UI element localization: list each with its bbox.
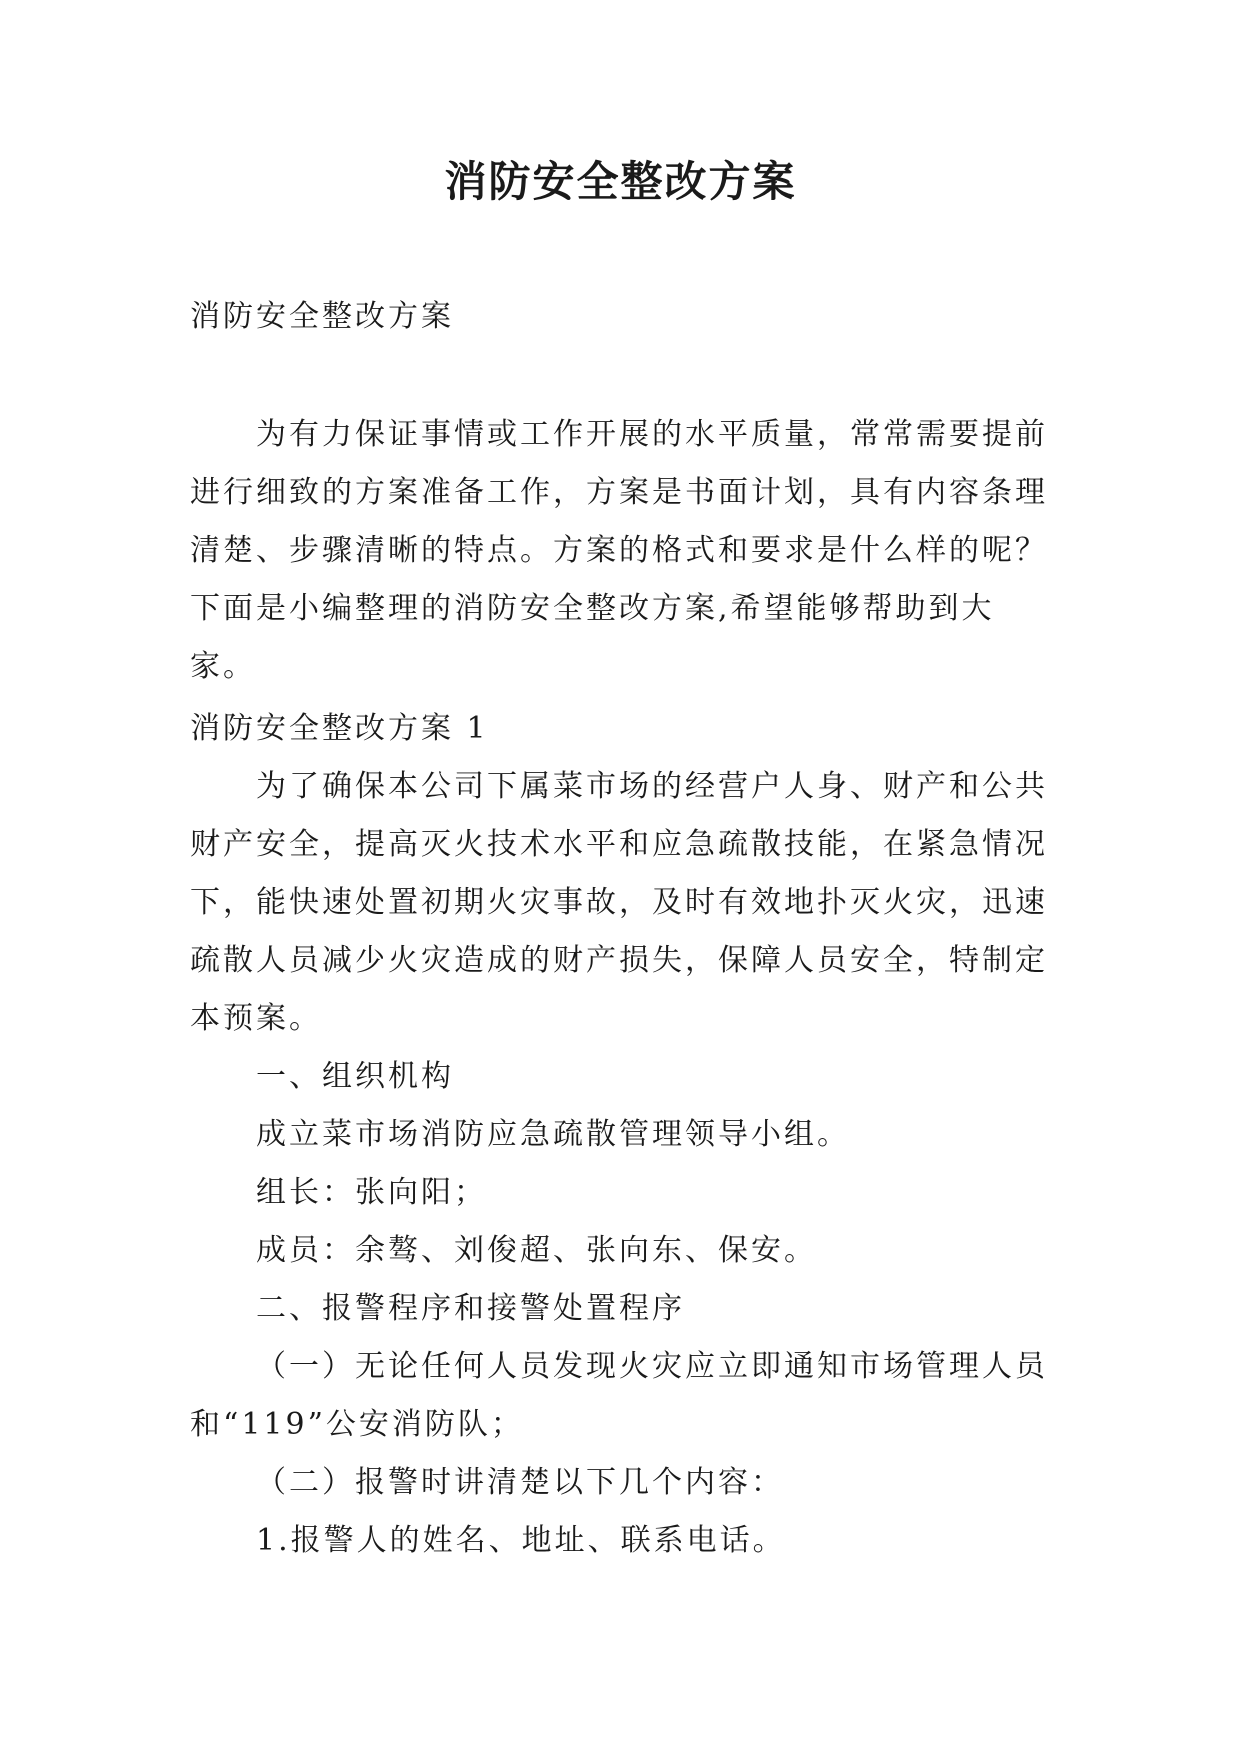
purpose-paragraph: 为了确保本公司下属菜市场的经营户人身、财产和公共财产安全，提高灭火技术水平和应急疏散技能，在紧急情况下，能快速处置初期火灾事故，及时有效地扑灭火灾，迅速疏散人员减少火灾造成的财产损失，保障人员安全，特制定本预案。 [190, 769, 1048, 1036]
section-heading: 消防安全整改方案 1 [190, 711, 489, 746]
intro-paragraph: 为有力保证事情或工作开展的水平质量，常常需要提前进行细致的方案准备工作，方案是书面计划，具有内容条理清楚、步骤清晰的特点。方案的格式和要求是什么样的呢？下面是小编整理的消防安全整改方案,希望能够帮助到大家。 [190, 417, 1048, 684]
leader-line: 组长：张向阳； [256, 1175, 487, 1210]
document-title: 消防安全整改方案 [444, 157, 797, 206]
document-subtitle: 消防安全整改方案 [190, 299, 454, 334]
section-1 [190, 700, 1050, 1570]
alarm-heading: 二、报警程序和接警处置程序 [256, 1291, 685, 1326]
alarm-item-2: （二）报警时讲清楚以下几个内容： [256, 1465, 784, 1500]
alarm-subitem-1: 1.报警人的姓名、地址、联系电话。 [256, 1523, 786, 1558]
org-text: 成立菜市场消防应急疏散管理领导小组。 [256, 1117, 850, 1152]
org-heading: 一、组织机构 [256, 1059, 454, 1094]
members-line: 成员：余骜、刘俊超、张向东、保安。 [256, 1233, 817, 1268]
alarm-item-1: （一）无论任何人员发现火灾应立即通知市场管理人员和“119”公安消防队； [190, 1349, 1048, 1442]
